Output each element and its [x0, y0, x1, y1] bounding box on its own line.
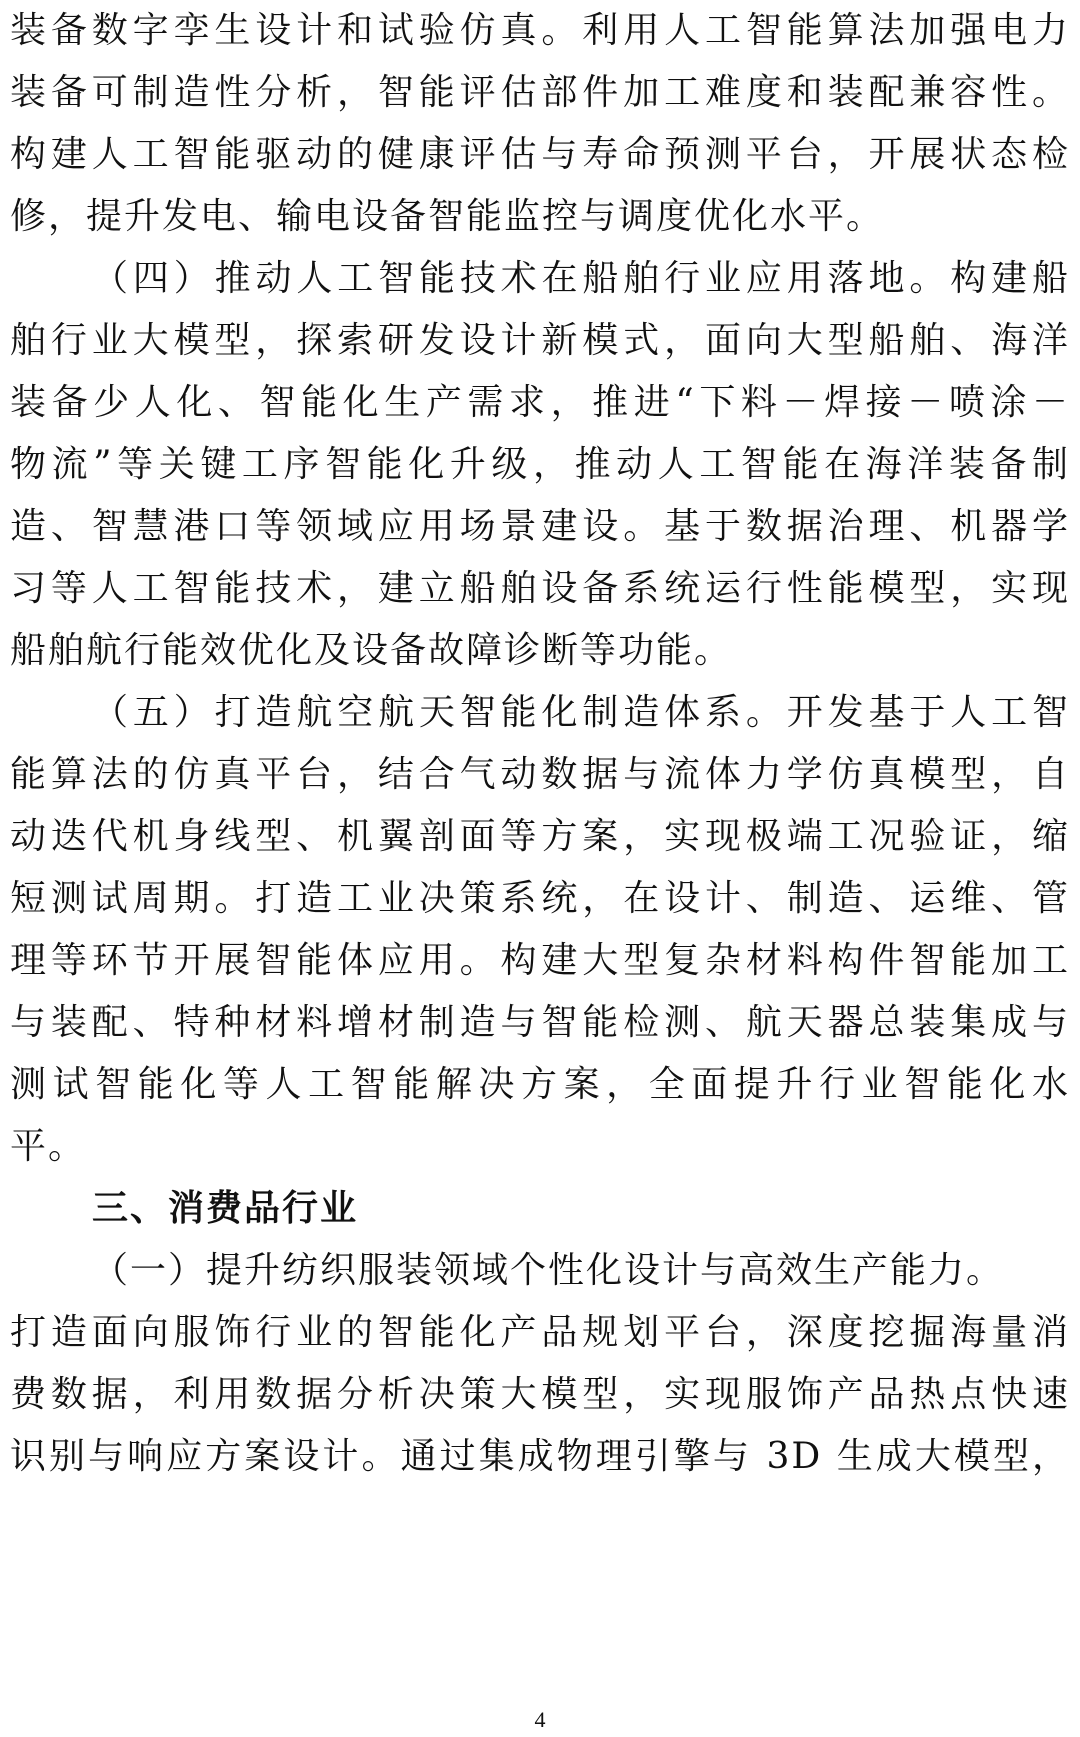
text-line: 装备少人化、智能化生产需求，推进“下料－焊接－喷涂－ [10, 382, 1070, 423]
text-line: 短测试周期。打造工业决策系统，在设计、制造、运维、管 [10, 878, 1070, 919]
text-line: 造、智慧港口等领域应用场景建设。基于数据治理、机器学 [10, 506, 1070, 547]
paragraph-first-line [10, 248, 1070, 310]
subheading-aerospace: （五）打造航空航天智能化制造体系。 [92, 692, 787, 733]
text-run: 开发基于人工智 [786, 692, 1070, 733]
text-run: 构建船 [950, 258, 1070, 299]
paragraph-first-line [10, 682, 1070, 744]
text-line: 物流”等关键工序智能化升级，推动人工智能在海洋装备制 [10, 444, 1070, 485]
text-line: 修，提升发电、输电设备智能监控与调度优化水平。 [10, 196, 885, 237]
text-line: 动迭代机身线型、机翼剖面等方案，实现极端工况验证，缩 [10, 816, 1070, 857]
text-line: 打造面向服饰行业的智能化产品规划平台，深度挖掘海量消 [10, 1312, 1070, 1353]
text-line: 理等环节开展智能体应用。构建大型复杂材料构件智能加工 [10, 940, 1070, 981]
subheading-ships: （四）推动人工智能技术在船舶行业应用落地。 [92, 258, 951, 299]
text-line: 习等人工智能技术，建立船舶设备系统运行性能模型，实现 [10, 568, 1070, 609]
text-line: 船舶航行能效优化及设备故障诊断等功能。 [10, 630, 733, 671]
page-number: 4 [534, 1707, 546, 1732]
text-line: 舶行业大模型，探索研发设计新模式，面向大型船舶、海洋 [10, 320, 1070, 361]
text-line: 识别与响应方案设计。通过集成物理引擎与 3D 生成大模型， [10, 1436, 1070, 1477]
document-body [10, 0, 1070, 1488]
text-line: 费数据，利用数据分析决策大模型，实现服饰产品热点快速 [10, 1374, 1070, 1415]
text-line: 装备可制造性分析，智能评估部件加工难度和装配兼容性。 [10, 72, 1070, 113]
subheading-textiles: （一）提升纺织服装领域个性化设计与高效生产能力。 [92, 1250, 1005, 1291]
text-line: 装备数字孪生设计和试验仿真。利用人工智能算法加强电力 [10, 10, 1070, 51]
text-line: 与装配、特种材料增材制造与智能检测、航天器总装集成与 [10, 1002, 1070, 1043]
text-line: 构建人工智能驱动的健康评估与寿命预测平台，开展状态检 [10, 134, 1070, 175]
text-line: 平。 [10, 1126, 87, 1167]
paragraph-first-line [10, 1240, 1070, 1302]
section-heading: 三、消费品行业 [92, 1188, 359, 1229]
text-line: 能算法的仿真平台，结合气动数据与流体力学仿真模型，自 [10, 754, 1070, 795]
text-line: 测试智能化等人工智能解决方案，全面提升行业智能化水 [10, 1064, 1070, 1105]
